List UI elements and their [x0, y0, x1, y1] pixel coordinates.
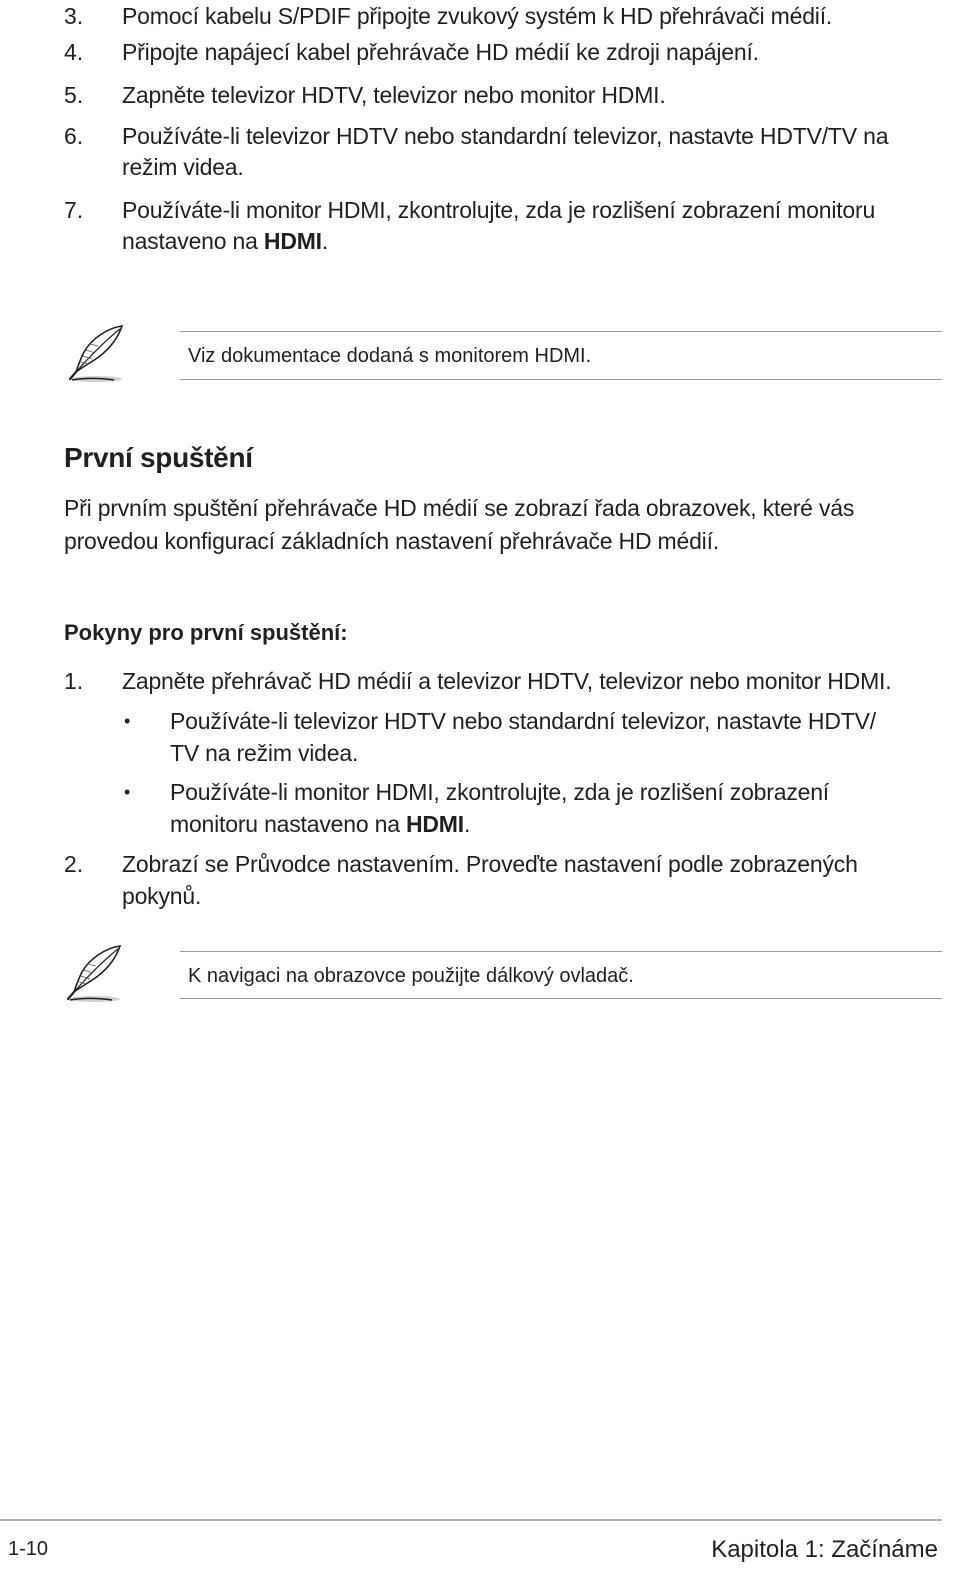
section-intro: Při prvním spuštění přehrávače HD médií se zobrazí řada obrazovek, které vás	[64, 495, 855, 521]
step-number: 1.	[64, 668, 84, 694]
step-number: 6.	[64, 123, 84, 149]
feather-pen-icon	[62, 322, 132, 386]
step-text: Používáte-li monitor HDMI, zkontrolujte, zda je rozlišení zobrazení monitoru	[122, 197, 876, 223]
step-text-continued: režim videa.	[122, 154, 244, 180]
step-text: Připojte napájecí kabel přehrávače HD médií ke zdroji napájení.	[122, 39, 759, 65]
instructions-subheading: Pokyny pro první spuštění:	[64, 620, 348, 645]
step-number: 3.	[64, 3, 84, 29]
chapter-title: Kapitola 1: Začínáme	[711, 1536, 938, 1563]
note-bottom-rule	[180, 998, 942, 999]
note-top-rule	[180, 951, 942, 952]
step-text-continued: pokynů.	[122, 883, 202, 909]
step-text: Zobrazí se Průvodce nastavením. Proveďte nastavení podle zobrazených	[122, 851, 858, 877]
section-heading: První spuštění	[64, 442, 253, 473]
section-intro-continued: provedou konfigurací základních nastavení přehrávače HD médií.	[64, 528, 719, 554]
bullet-icon: •	[124, 711, 131, 731]
feather-pen-icon	[60, 942, 130, 1006]
note-bottom-rule	[180, 379, 942, 380]
step-number: 7.	[64, 197, 84, 223]
hdmi-emphasis: HDMI	[263, 228, 322, 254]
step-text: Pomocí kabelu S/PDIF připojte zvukový systém k HD přehrávači médií.	[122, 3, 833, 29]
bullet-text-continued: TV na režim videa.	[170, 740, 359, 766]
note-text: Viz dokumentace dodaná s monitorem HDMI.	[188, 345, 592, 367]
step-number: 5.	[64, 82, 84, 108]
note-text: K navigaci na obrazovce použijte dálkový ovladač.	[188, 965, 634, 987]
step-text: Zapněte přehrávač HD médií a televizor HDTV, televizor nebo monitor HDMI.	[122, 668, 892, 694]
bullet-text-continued: monitoru nastaveno na HDMI.	[170, 811, 471, 837]
bullet-icon: •	[124, 782, 131, 802]
step-text: Zapněte televizor HDTV, televizor nebo monitor HDMI.	[122, 82, 666, 108]
bullet-text: Používáte-li televizor HDTV nebo standardní televizor, nastavte HDTV/	[170, 708, 876, 734]
step-number: 2.	[64, 851, 84, 877]
step-number: 4.	[64, 39, 84, 65]
hdmi-emphasis: HDMI	[405, 811, 464, 837]
footer-rule	[0, 1519, 942, 1521]
bullet-text: Používáte-li monitor HDMI, zkontrolujte, zda je rozlišení zobrazení	[170, 779, 829, 805]
page-number: 1-10	[8, 1538, 49, 1560]
step-text: Používáte-li televizor HDTV nebo standardní televizor, nastavte HDTV/TV na	[122, 123, 889, 149]
step-text-continued: nastaveno na HDMI.	[122, 228, 329, 254]
note-top-rule	[180, 331, 942, 332]
